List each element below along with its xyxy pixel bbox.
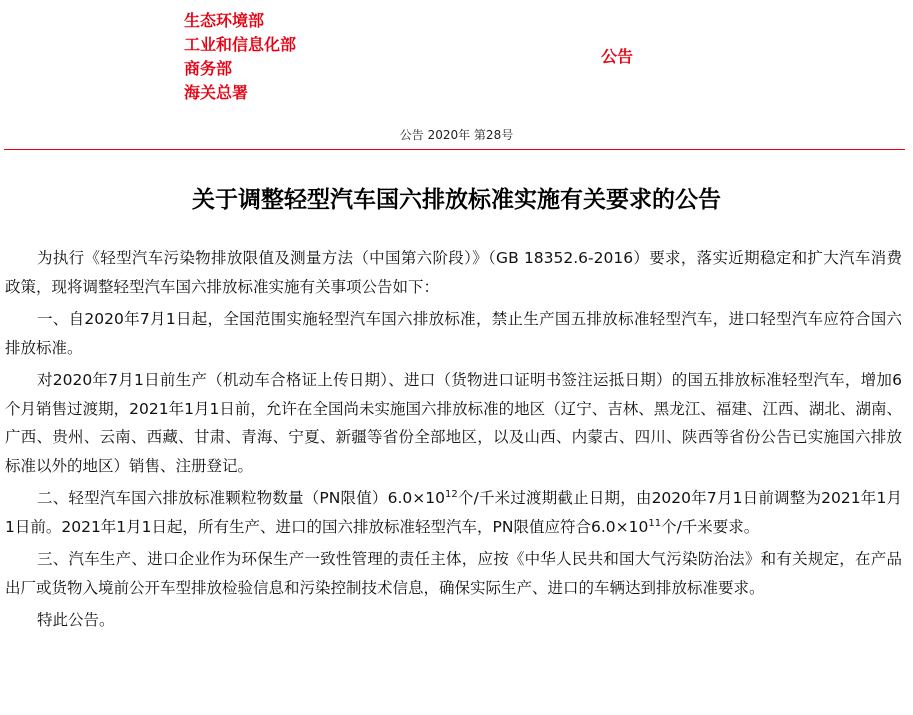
- item-two-text-a: 二、轻型汽车国六排放标准颗粒物数量（PN限值）6.0×10: [37, 489, 445, 507]
- issuer-ministry-industry-it: 工业和信息化部: [184, 35, 297, 54]
- issuer-ministry-ecology-environment: 生态环境部: [184, 11, 265, 30]
- item-three-paragraph: 三、汽车生产、进口企业作为环保生产一致性管理的责任主体，应按《中华人民共和国大气污染防治法》和有关规定，在产品出厂或货物入境前公开车型排放检验信息和污染控制技术信息，确保实际生产、进口的车辆达到排放标准要求。: [5, 550, 902, 597]
- announcement-body: [5, 244, 902, 639]
- issuer-ministry-commerce: 商务部: [184, 59, 233, 78]
- issuing-agencies: [184, 9, 296, 105]
- document-type: 公告: [601, 47, 634, 66]
- exponent-twelve: 12: [444, 488, 458, 500]
- announcement-title: 关于调整轻型汽车国六排放标准实施有关要求的公告: [192, 187, 721, 213]
- issuer-customs: 海关总署: [184, 83, 249, 102]
- closing-paragraph: 特此公告。: [37, 611, 115, 629]
- item-two-paragraph: [5, 484, 902, 541]
- header-divider: [4, 149, 905, 150]
- intro-paragraph: 为执行《轻型汽车污染物排放限值及测量方法（中国第六阶段）》（GB 18352.6-2016）要求，落实近期稳定和扩大汽车消费政策，现将调整轻型汽车国六排放标准实施有关事项公告如下：: [5, 249, 902, 296]
- document-header: [0, 0, 913, 150]
- item-one-continuation-paragraph: 对2020年7月1日前生产（机动车合格证上传日期）、进口（货物进口证明书签注运抵日期）的国五排放标准轻型汽车，增加6个月销售过渡期，2021年1月1日前，允许在全国尚未实施国六排放标准的地区（辽宁、吉林、黑龙江、福建、江西、湖北、湖南、广西、贵州、云南、西藏、甘肃、青海、宁夏、新疆等省份全部地区，以及山西、内蒙古、四川、陕西等省份公告已实施国六排放标准以外的地区）销售、注册登记。: [5, 371, 902, 475]
- item-one-paragraph: 一、自2020年7月1日起，全国范围实施轻型汽车国六排放标准，禁止生产国五排放标准轻型汽车，进口轻型汽车应符合国六排放标准。: [5, 310, 902, 357]
- exponent-eleven: 11: [648, 517, 662, 529]
- item-two-text-c: 个/千米要求。: [661, 517, 760, 536]
- item-two-text-b: 个/千米过渡期截止日期，由2020年7月1日前调整为2021年1月1日前。2021年1月1日起，所有生产、进口的国六排放标准轻型汽车，PN限值应符合6.0×10: [5, 489, 903, 536]
- document-number: 公告 2020年 第28号: [399, 128, 514, 142]
